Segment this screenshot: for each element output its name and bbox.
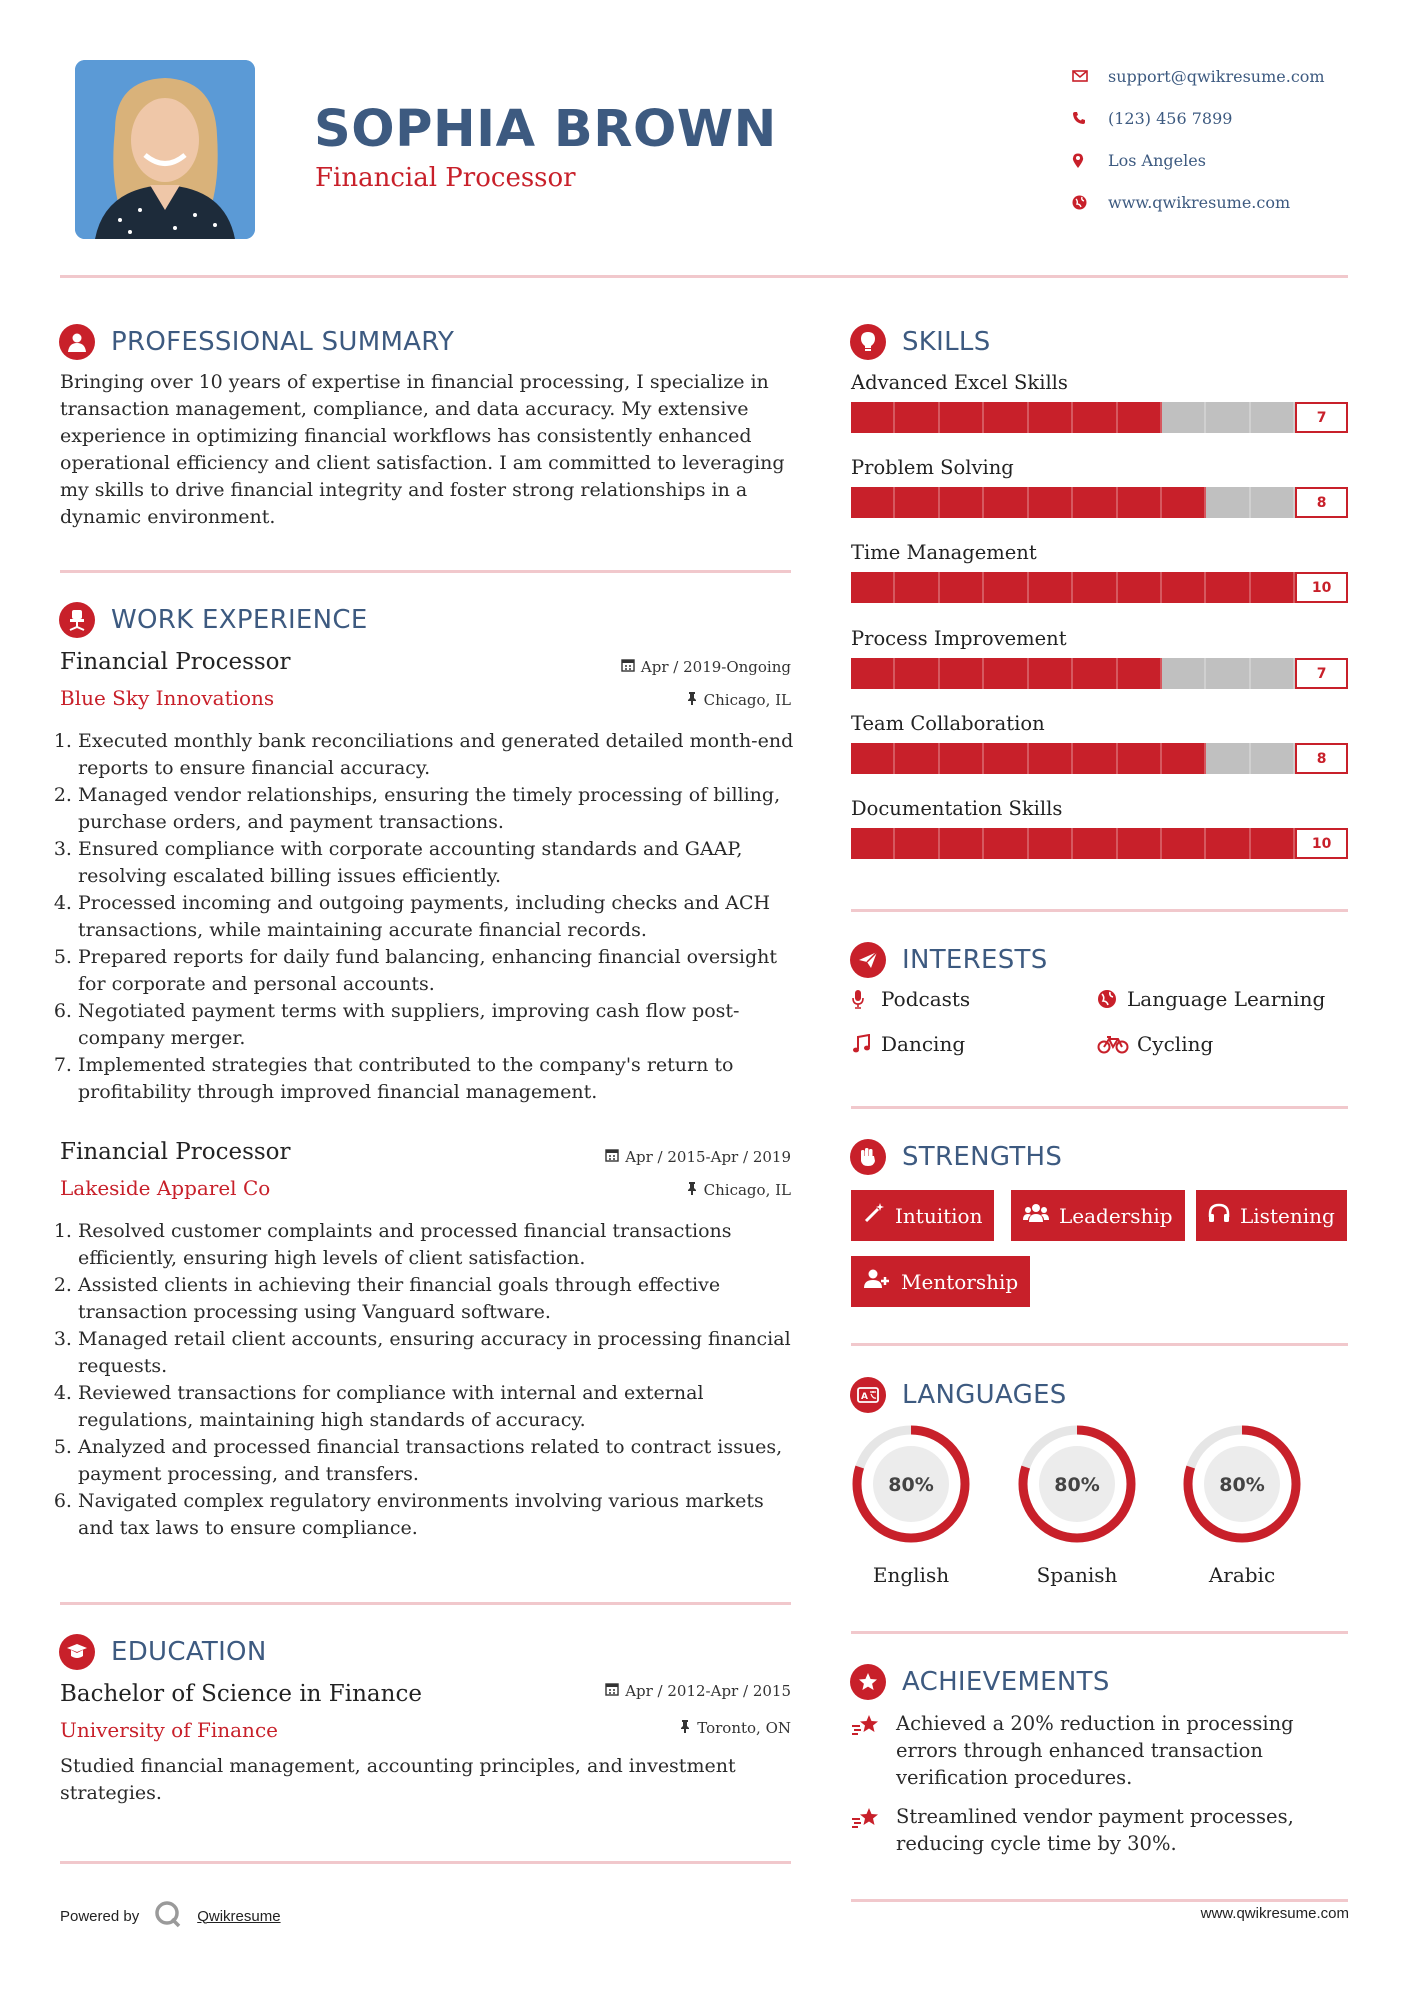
skill-bar-segment	[940, 402, 984, 433]
skill-bar	[851, 743, 1348, 774]
skill-bar	[851, 828, 1348, 859]
skill-bar	[851, 487, 1348, 518]
footer-website[interactable]: www.qwikresume.com	[1200, 1905, 1349, 1922]
brand-link[interactable]: Qwikresume	[197, 1907, 281, 1925]
contact-list	[1072, 55, 1325, 223]
education-divider	[60, 1861, 791, 1864]
achievements-divider	[851, 1899, 1348, 1902]
pin-icon	[679, 1719, 691, 1737]
shooting-star-icon	[851, 1803, 896, 1838]
list-item: 4. Processed incoming and outgoing payments, including checks and ACH transactions, while maintaining accurate financial records.	[78, 890, 795, 944]
summary-heading: PROFESSIONAL SUMMARY	[59, 324, 454, 360]
skill-bar-segment	[1162, 572, 1206, 603]
education-description: Studied financial management, accounting principles, and investment strategies.	[60, 1755, 736, 1804]
list-item: 2. Managed vendor relationships, ensuring the timely processing of billing, purchase orders, and payment transactions.	[78, 782, 795, 836]
users-icon	[1023, 1203, 1049, 1228]
skill-bar-segment	[851, 828, 895, 859]
candidate-name: SOPHIA BROWN	[314, 100, 777, 159]
languages-divider	[851, 1631, 1348, 1634]
skill-bar-segment	[984, 743, 1028, 774]
skill-bar-segment	[895, 828, 939, 859]
skill-bar-segment	[895, 487, 939, 518]
summary-divider	[60, 570, 791, 573]
language-percent: 80%	[1219, 1474, 1265, 1496]
contact-website[interactable]	[1072, 181, 1325, 223]
microphone-icon	[851, 989, 879, 1009]
fist-icon	[850, 1139, 886, 1175]
list-item: 1. Resolved customer complaints and processed financial transactions efficiently, ensuring high levels of client satisfaction.	[78, 1218, 795, 1272]
language-item	[1181, 1423, 1303, 1587]
globe-icon	[1072, 195, 1098, 210]
skill-bar-segment	[851, 743, 895, 774]
skill-bar-segment	[1162, 658, 1206, 689]
job-1-dates: Apr / 2019-Ongoing	[621, 658, 791, 676]
graduation-cap-icon	[59, 1634, 95, 1670]
strength-tag-intuition: Intuition	[851, 1190, 994, 1241]
skill-score: 8	[1295, 487, 1348, 518]
translate-icon	[850, 1377, 886, 1413]
job-1-title: Financial Processor	[60, 649, 291, 675]
skill-bar-segment	[1206, 658, 1250, 689]
education-location: Toronto, ON	[679, 1719, 791, 1737]
skill-score: 7	[1295, 402, 1348, 433]
skill-bar-segment	[1073, 402, 1117, 433]
user-plus-icon	[863, 1269, 891, 1294]
lightbulb-icon	[850, 324, 886, 360]
strength-tag-leadership: Leadership	[1011, 1190, 1185, 1241]
strength-tag-mentorship: Mentorship	[851, 1256, 1030, 1307]
list-item: 6. Negotiated payment terms with suppliers, improving cash flow post-company merger.	[78, 998, 795, 1052]
skill-bar	[851, 572, 1348, 603]
skill-bar-segment	[1118, 402, 1162, 433]
interest-podcasts: Podcasts	[851, 987, 970, 1011]
list-item: 1. Executed monthly bank reconciliations and generated detailed month-end reports to ensure financial accuracy.	[78, 728, 795, 782]
skill-bar-segment	[1029, 487, 1073, 518]
skill-bar-segment	[851, 572, 895, 603]
skill-bar-segment	[1118, 487, 1162, 518]
skill-bar-segment	[1162, 487, 1206, 518]
job-2-location: Chicago, IL	[686, 1181, 791, 1199]
skill-item	[851, 712, 1348, 774]
qwikresume-logo-icon	[153, 1900, 183, 1932]
skill-bar-segment	[984, 658, 1028, 689]
skill-bar-segment	[1029, 658, 1073, 689]
pin-icon	[686, 691, 698, 709]
skill-bar-segment	[895, 743, 939, 774]
strength-tag-listening: Listening	[1196, 1190, 1347, 1241]
skill-bar-segment	[895, 658, 939, 689]
skill-score: 10	[1295, 828, 1348, 859]
skill-bar-segment	[851, 487, 895, 518]
skill-name: Documentation Skills	[851, 797, 1063, 820]
skill-bar-segment	[1118, 828, 1162, 859]
calendar-icon	[605, 1682, 619, 1700]
user-icon	[59, 324, 95, 360]
experience-heading: WORK EXPERIENCE	[59, 602, 368, 638]
phone-icon	[1072, 111, 1098, 125]
skill-bar-segment	[1251, 402, 1295, 433]
profile-photo	[75, 60, 255, 239]
skill-bar-segment	[1073, 828, 1117, 859]
interests-heading: INTERESTS	[850, 942, 1048, 978]
skill-bar-segment	[1073, 487, 1117, 518]
language-name: Spanish	[1036, 1563, 1118, 1587]
skill-name: Time Management	[851, 541, 1037, 564]
list-item: 5. Analyzed and processed financial transactions related to contract issues, payment processing, and transfers.	[78, 1434, 795, 1488]
shooting-star-icon	[851, 1710, 896, 1745]
skill-bar-segment	[851, 658, 895, 689]
skill-bar-segment	[984, 487, 1028, 518]
skill-item	[851, 797, 1348, 859]
job-1-duties	[60, 728, 795, 1106]
office-chair-icon	[59, 602, 95, 638]
footer-powered-by: Powered by Qwikresume	[60, 1900, 281, 1932]
svg-text:A: A	[861, 1392, 868, 1402]
skills-heading: SKILLS	[850, 324, 991, 360]
skill-bar-segment	[1162, 402, 1206, 433]
language-item	[1016, 1423, 1138, 1587]
skill-bar-segment	[1118, 743, 1162, 774]
skill-item	[851, 627, 1348, 689]
interest-language-learning: Language Learning	[1097, 987, 1325, 1011]
list-item: 5. Prepared reports for daily fund balancing, enhancing financial oversight for corporate and personal accounts.	[78, 944, 795, 998]
contact-email[interactable]	[1072, 55, 1325, 97]
list-item: 3. Managed retail client accounts, ensuring accuracy in processing financial requests.	[78, 1326, 795, 1380]
list-item: 7. Implemented strategies that contributed to the company's return to profitability through improved financial management.	[78, 1052, 795, 1106]
contact-phone[interactable]	[1072, 97, 1325, 139]
bicycle-icon	[1097, 1034, 1135, 1054]
phone-text: (123) 456 7899	[1108, 108, 1233, 128]
skill-bar-segment	[1251, 743, 1295, 774]
skill-bar-segment	[940, 572, 984, 603]
skill-bar-segment	[1206, 487, 1250, 518]
star-badge-icon	[850, 1664, 886, 1700]
skill-bar-segment	[984, 828, 1028, 859]
website-text: www.qwikresume.com	[1108, 192, 1291, 212]
interest-dancing: Dancing	[851, 1032, 965, 1056]
summary-text: Bringing over 10 years of expertise in financial processing, I specialize in transaction management, compliance, and data accuracy. My extensive experience in optimizing financial workflows has consistently enhanced operational efficiency and client satisfaction. I am committed to leveraging my skills to drive financial integrity and foster strong relationships in a dynamic environment.	[60, 371, 785, 528]
skill-score: 10	[1295, 572, 1348, 603]
skill-bar-segment	[1206, 743, 1250, 774]
skill-bar-segment	[1029, 402, 1073, 433]
job-1-location: Chicago, IL	[686, 691, 791, 709]
skill-name: Advanced Excel Skills	[851, 371, 1068, 394]
job-2-title: Financial Processor	[60, 1139, 291, 1165]
skill-bar-segment	[851, 402, 895, 433]
magic-wand-icon	[863, 1202, 885, 1229]
language-percent: 80%	[888, 1474, 934, 1496]
skill-score: 7	[1295, 658, 1348, 689]
paper-plane-icon	[850, 942, 886, 978]
list-item: 6. Navigated complex regulatory environments involving various markets and tax laws to ensure compliance.	[78, 1488, 795, 1542]
skill-bar-segment	[984, 572, 1028, 603]
skill-item	[851, 456, 1348, 518]
skill-bar-segment	[1073, 572, 1117, 603]
skill-name: Team Collaboration	[851, 712, 1045, 735]
map-pin-icon	[1072, 153, 1098, 168]
calendar-icon	[605, 1148, 619, 1166]
language-percent: 80%	[1054, 1474, 1100, 1496]
achievement-item: Streamlined vendor payment processes, reducing cycle time by 30%.	[851, 1803, 1351, 1857]
envelope-icon	[1072, 70, 1098, 82]
language-item	[850, 1423, 972, 1587]
skill-bar-segment	[1029, 743, 1073, 774]
skill-bar-segment	[940, 658, 984, 689]
skill-bar-segment	[1251, 572, 1295, 603]
list-item: 3. Ensured compliance with corporate accounting standards and GAAP, resolving escalated billing issues efficiently.	[78, 836, 795, 890]
language-ring	[850, 1423, 972, 1545]
music-note-icon	[851, 1034, 879, 1054]
skill-name: Problem Solving	[851, 456, 1014, 479]
degree-title: Bachelor of Science in Finance	[60, 1681, 422, 1707]
achievements-heading: ACHIEVEMENTS	[850, 1664, 1110, 1700]
skill-bar-segment	[1206, 402, 1250, 433]
language-name: Arabic	[1208, 1563, 1276, 1587]
achievement-item: Achieved a 20% reduction in processing errors through enhanced transaction verification procedures.	[851, 1710, 1351, 1791]
skill-bar-segment	[1118, 572, 1162, 603]
skill-bar-segment	[1029, 828, 1073, 859]
skill-bar-segment	[1029, 572, 1073, 603]
interests-divider	[851, 1106, 1348, 1109]
skill-bar-segment	[1251, 487, 1295, 518]
skill-bar-segment	[984, 402, 1028, 433]
experience-divider	[60, 1602, 791, 1605]
location-text: Los Angeles	[1108, 150, 1206, 170]
skill-bar-segment	[1206, 572, 1250, 603]
list-item: 2. Assisted clients in achieving their financial goals through effective transaction processing using Vanguard software.	[78, 1272, 795, 1326]
education-dates: Apr / 2012-Apr / 2015	[605, 1682, 791, 1700]
skill-bar-segment	[940, 828, 984, 859]
skill-bar-segment	[940, 487, 984, 518]
headphones-icon	[1208, 1203, 1230, 1228]
languages-heading: A LANGUAGES	[850, 1377, 1067, 1413]
header-divider	[60, 275, 1348, 278]
skill-item	[851, 541, 1348, 603]
pin-icon	[686, 1181, 698, 1199]
strengths-divider	[851, 1343, 1348, 1346]
list-item: 4. Reviewed transactions for compliance with internal and external regulations, maintaining high standards of accuracy.	[78, 1380, 795, 1434]
language-ring	[1181, 1423, 1303, 1545]
contact-location	[1072, 139, 1325, 181]
globe-icon	[1097, 989, 1125, 1009]
school-name: University of Finance	[60, 1718, 278, 1742]
skill-bar-segment	[1073, 743, 1117, 774]
job-2-company: Lakeside Apparel Co	[60, 1176, 271, 1200]
education-heading: EDUCATION	[59, 1634, 267, 1670]
language-name: English	[872, 1563, 950, 1587]
skill-bar-segment	[1251, 658, 1295, 689]
interest-cycling: Cycling	[1097, 1032, 1213, 1056]
strengths-heading: STRENGTHS	[850, 1139, 1062, 1175]
skill-bar-segment	[940, 743, 984, 774]
job-2-duties	[60, 1218, 795, 1542]
skill-bar-segment	[895, 572, 939, 603]
skill-bar-segment	[1162, 828, 1206, 859]
skill-bar-segment	[1162, 743, 1206, 774]
job-1-company: Blue Sky Innovations	[60, 686, 275, 710]
language-ring	[1016, 1423, 1138, 1545]
email-text: support@qwikresume.com	[1108, 66, 1325, 86]
skill-bar	[851, 402, 1348, 433]
skill-bar-segment	[895, 402, 939, 433]
skill-bar-segment	[1206, 828, 1250, 859]
skill-bar	[851, 658, 1348, 689]
skill-name: Process Improvement	[851, 627, 1067, 650]
skill-score: 8	[1295, 743, 1348, 774]
candidate-title: Financial Processor	[315, 163, 576, 193]
skills-divider	[851, 909, 1348, 912]
calendar-icon	[621, 658, 635, 676]
skill-item	[851, 371, 1348, 433]
skill-bar-segment	[1251, 828, 1295, 859]
job-2-dates: Apr / 2015-Apr / 2019	[605, 1148, 791, 1166]
skill-bar-segment	[1073, 658, 1117, 689]
skill-bar-segment	[1118, 658, 1162, 689]
